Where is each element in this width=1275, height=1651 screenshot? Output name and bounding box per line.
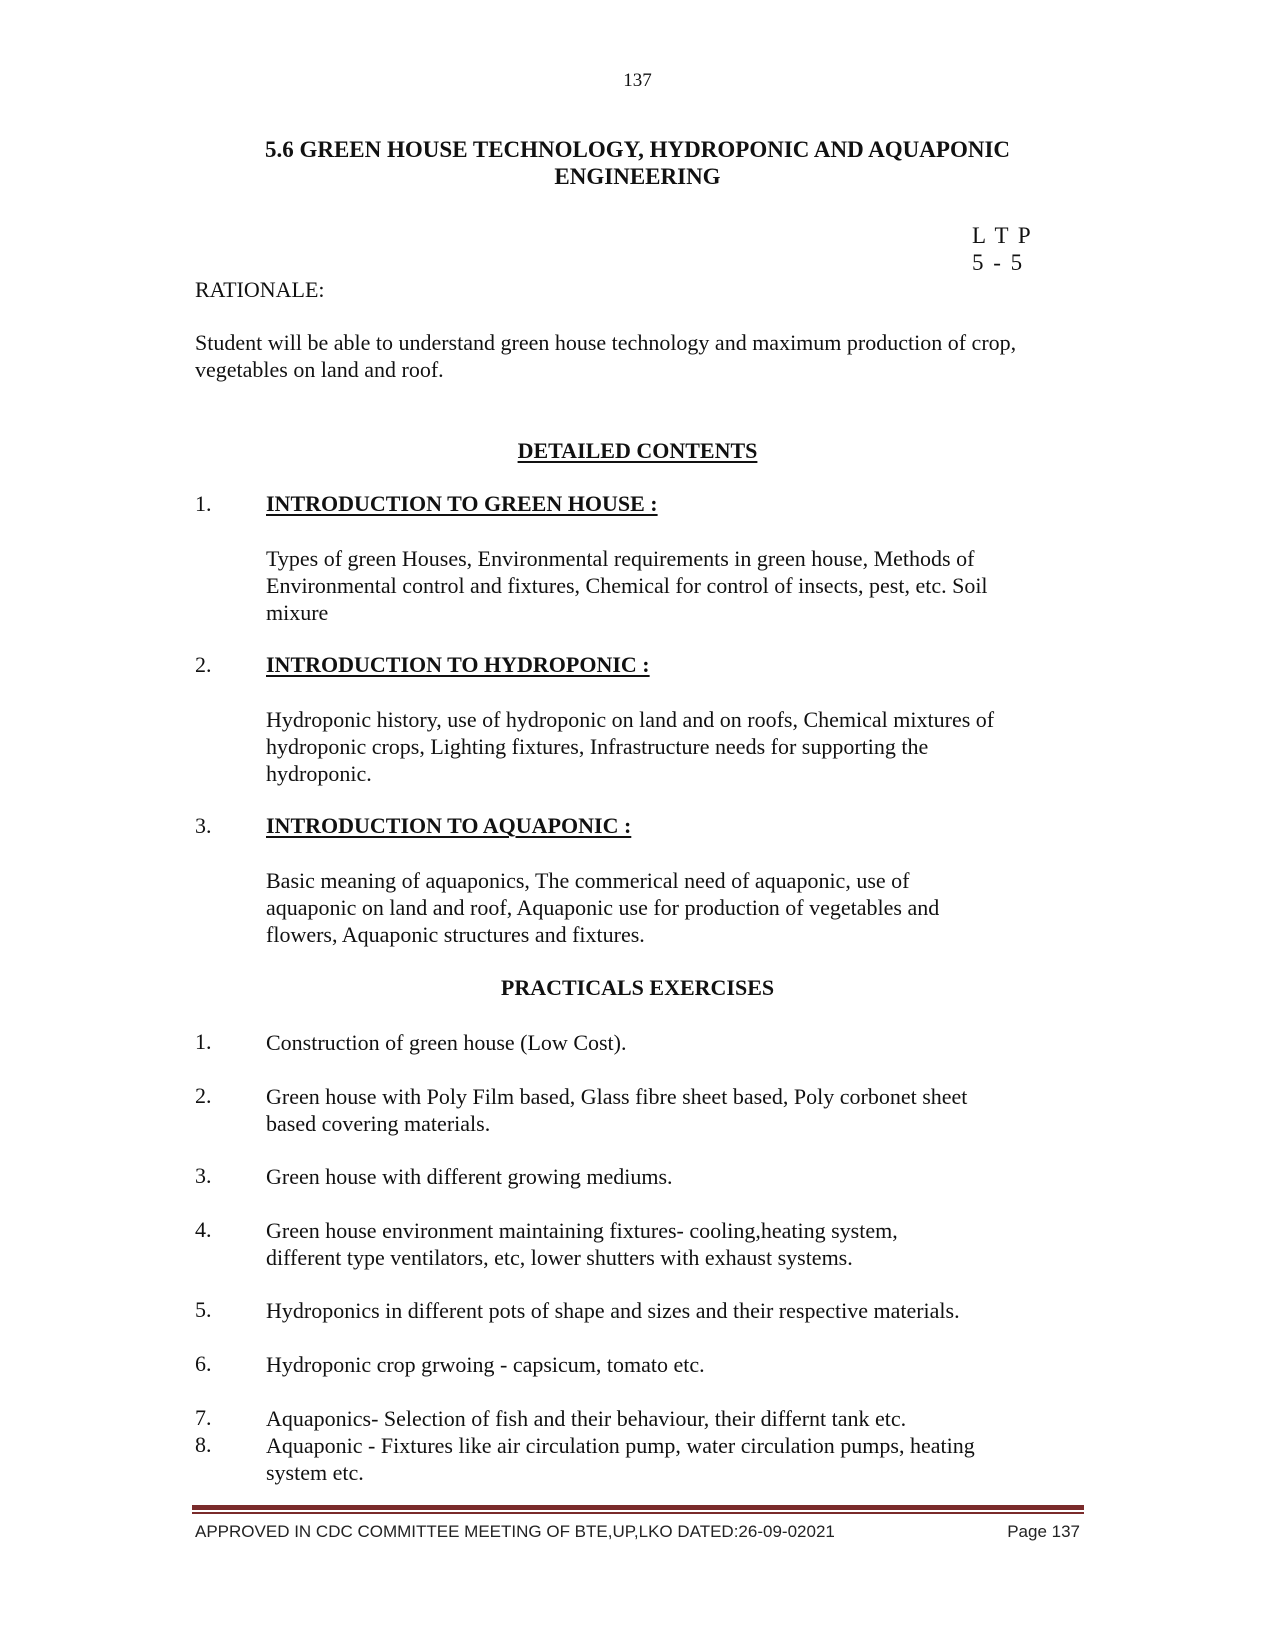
- ltp-header: L T P: [972, 223, 1033, 248]
- document-title: [200, 136, 1075, 190]
- section-body: [266, 867, 1080, 948]
- practical-line: Construction of green house (Low Cost).: [266, 1030, 627, 1055]
- section-number: 2.: [195, 652, 212, 677]
- rationale-text: [195, 329, 1080, 383]
- practical-item: [266, 1163, 1080, 1190]
- section-line: aquaponic on land and roof, Aquaponic use for production of vegetables and: [266, 895, 940, 920]
- practical-line: based covering materials.: [266, 1111, 491, 1136]
- section-number: 1.: [195, 491, 212, 516]
- practicals-heading: PRACTICALS EXERCISES: [500, 975, 775, 1000]
- practical-item: [266, 1217, 1080, 1271]
- practical-number: 6.: [195, 1351, 212, 1376]
- title-line-1: 5.6 GREEN HOUSE TECHNOLOGY, HYDROPONIC AND AQUAPONIC: [264, 137, 1011, 162]
- section-title: INTRODUCTION TO GREEN HOUSE :: [266, 491, 658, 516]
- rationale-line-1: Student will be able to understand green house technology and maximum production of crop,: [195, 330, 1017, 355]
- page-number: 137: [623, 70, 652, 91]
- footer-approval-text: APPROVED IN CDC COMMITTEE MEETING OF BTE,UP,LKO DATED:26-09-02021: [195, 1522, 835, 1541]
- section-body: [266, 545, 1080, 626]
- practical-line: Aquaponic - Fixtures like air circulation pump, water circulation pumps, heating: [266, 1433, 975, 1458]
- rationale-line-2: vegetables on land and roof.: [195, 357, 444, 382]
- practical-line: Green house environment maintaining fixtures- cooling,heating system,: [266, 1218, 898, 1243]
- ltp-values: 5 - 5: [972, 250, 1025, 275]
- practical-item: [266, 1351, 1080, 1378]
- section-line: hydroponic crops, Lighting fixtures, Infrastructure needs for supporting the: [266, 734, 929, 759]
- practical-number: 8.: [195, 1432, 212, 1457]
- footer-page-number: Page 137: [1007, 1522, 1080, 1541]
- section-title: INTRODUCTION TO AQUAPONIC :: [266, 813, 632, 838]
- section-line: Hydroponic history, use of hydroponic on land and on roofs, Chemical mixtures of: [266, 707, 995, 732]
- section-body: [266, 706, 1080, 787]
- section-line: flowers, Aquaponic structures and fixtures.: [266, 922, 645, 947]
- practical-item: [266, 1083, 1080, 1137]
- practical-line: system etc.: [266, 1460, 364, 1485]
- practical-number: 3.: [195, 1163, 212, 1188]
- practical-number: 7.: [195, 1405, 212, 1430]
- section-line: mixure: [266, 600, 329, 625]
- practical-line: Aquaponics- Selection of fish and their behaviour, their differnt tank etc.: [266, 1406, 907, 1431]
- section-line: hydroponic.: [266, 761, 372, 786]
- practical-line: Hydroponic crop grwoing - capsicum, tomato etc.: [266, 1352, 705, 1377]
- title-line-2: ENGINEERING: [554, 164, 721, 189]
- practical-item: [266, 1405, 1080, 1432]
- footer-rule-thick: [192, 1505, 1084, 1510]
- section-title: INTRODUCTION TO HYDROPONIC :: [266, 652, 650, 677]
- practical-line: Hydroponics in different pots of shape and sizes and their respective materials.: [266, 1298, 960, 1323]
- practical-number: 1.: [195, 1029, 212, 1054]
- section-line: Types of green Houses, Environmental requirements in green house, Methods of: [266, 546, 975, 571]
- practical-line: Green house with different growing mediums.: [266, 1164, 673, 1189]
- practical-number: 5.: [195, 1297, 212, 1322]
- practical-item: [266, 1432, 1080, 1486]
- practical-item: [266, 1029, 1080, 1056]
- detailed-contents-heading-text: DETAILED CONTENTS: [517, 438, 758, 463]
- practical-line: different type ventilators, etc, lower shutters with exhaust systems.: [266, 1245, 853, 1270]
- footer-rule-thin: [192, 1512, 1084, 1514]
- rationale-label: RATIONALE:: [195, 277, 325, 302]
- practical-line: Green house with Poly Film based, Glass fibre sheet based, Poly corbonet sheet: [266, 1084, 968, 1109]
- practical-number: 4.: [195, 1217, 212, 1242]
- practical-number: 2.: [195, 1083, 212, 1108]
- section-number: 3.: [195, 813, 212, 838]
- section-line: Basic meaning of aquaponics, The commerical need of aquaponic, use of: [266, 868, 910, 893]
- section-line: Environmental control and fixtures, Chemical for control of insects, pest, etc. Soil: [266, 573, 988, 598]
- practical-item: [266, 1297, 1080, 1324]
- detailed-contents-heading: [200, 438, 1075, 464]
